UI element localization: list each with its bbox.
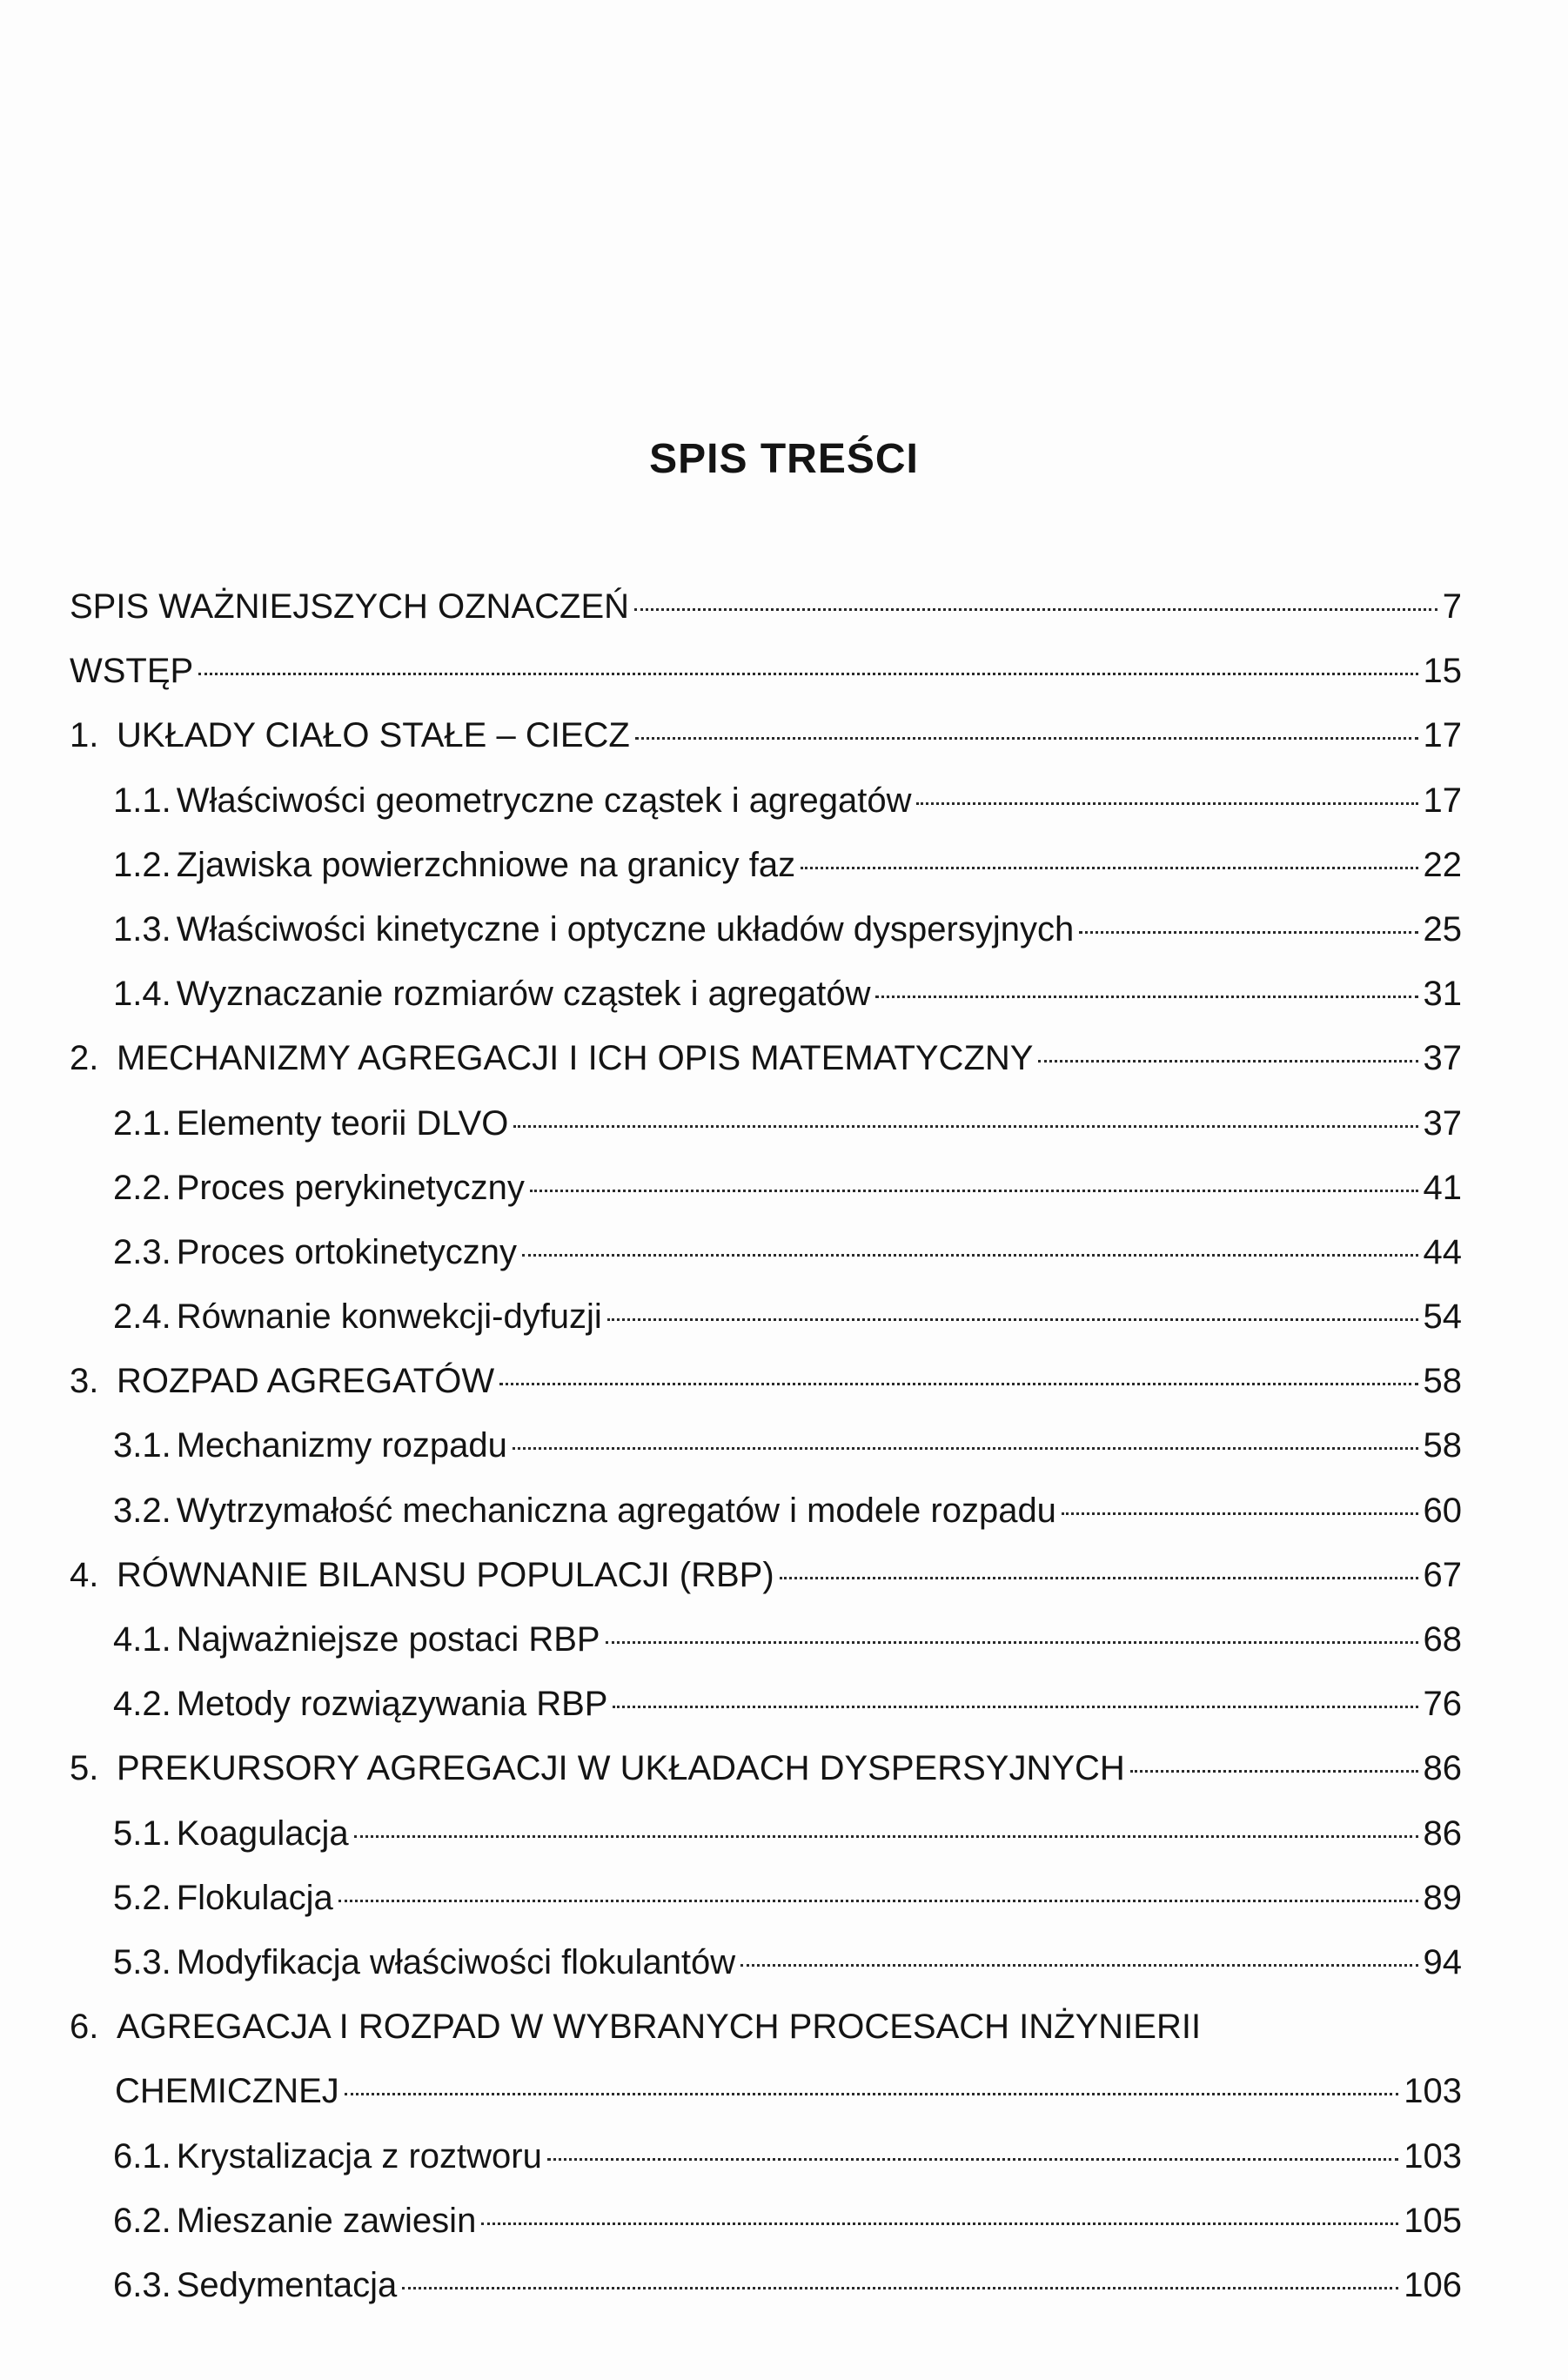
toc-entry-number: 2.2.: [113, 1168, 171, 1207]
toc-entry-page: 25: [1423, 909, 1462, 949]
toc-entry-page: 37: [1423, 1103, 1462, 1143]
toc-entry: [70, 2124, 1462, 2189]
toc-entry-title: ROZPAD AGREGATÓW: [117, 1362, 495, 1401]
dot-leader: [916, 802, 1417, 805]
dot-leader: [740, 1964, 1417, 1967]
toc-entry: [70, 1478, 1462, 1543]
toc-entry-title: Proces perykinetyczny: [176, 1168, 525, 1207]
toc-entry-title: MECHANIZMY AGREGACJI I ICH OPIS MATEMATYCZNY: [117, 1039, 1034, 1078]
dot-leader: [875, 996, 1417, 998]
toc-entry-page: 44: [1423, 1232, 1462, 1271]
toc-entry-page: 106: [1404, 2265, 1462, 2304]
toc-entry-page: 31: [1423, 975, 1462, 1014]
dot-leader: [1038, 1060, 1417, 1063]
toc-entry-number: 4.2.: [113, 1685, 171, 1724]
toc-entry: [70, 1607, 1462, 1672]
toc-entry-title: Krystalizacja z roztworu: [176, 2136, 542, 2176]
toc-entry-page: 76: [1423, 1685, 1462, 1724]
toc-entry-page: 22: [1423, 845, 1462, 884]
toc-entry-number: 2.: [70, 1039, 99, 1078]
toc-entry-number: 1.4.: [113, 975, 171, 1014]
toc-entry-page: 103: [1404, 2136, 1462, 2176]
toc-entry: [70, 833, 1462, 897]
toc-entry: [70, 1995, 1462, 2059]
toc-entry-number: 2.1.: [113, 1103, 171, 1143]
toc-entry-page: 17: [1423, 781, 1462, 820]
dot-leader: [1130, 1770, 1418, 1773]
toc-entry-page: 37: [1423, 1039, 1462, 1078]
toc-entry-title: Równanie konwekcji-dyfuzji: [176, 1297, 602, 1337]
table-of-contents: [70, 574, 1462, 2317]
toc-entry-number: 5.1.: [113, 1813, 171, 1853]
toc-entry-number: 5.2.: [113, 1878, 171, 1917]
toc-entry: [70, 639, 1462, 703]
toc-entry-title: Metody rozwiązywania RBP: [176, 1685, 608, 1724]
toc-entry-page: 15: [1423, 652, 1462, 691]
dot-leader: [513, 1125, 1417, 1128]
toc-entry-page: 103: [1404, 2072, 1462, 2111]
dot-leader: [1062, 1512, 1418, 1515]
toc-entry-page: 7: [1442, 587, 1462, 626]
page-title: SPIS TREŚCI: [649, 436, 919, 482]
dot-leader: [522, 1254, 1418, 1257]
toc-entry: [70, 768, 1462, 833]
toc-entry-page: 105: [1404, 2201, 1462, 2240]
dot-leader: [547, 2158, 1398, 2161]
toc-entry: [70, 1156, 1462, 1220]
toc-entry-title: Sedymentacja: [176, 2265, 398, 2304]
dot-leader: [635, 737, 1418, 740]
toc-entry-number: 3.2.: [113, 1491, 171, 1530]
toc-entry-number: 4.1.: [113, 1620, 171, 1659]
toc-entry-title: Wyznaczanie rozmiarów cząstek i agregatów: [176, 975, 871, 1014]
toc-entry-page: 86: [1423, 1749, 1462, 1788]
toc-entry: [70, 1736, 1462, 1800]
toc-entry: [70, 897, 1462, 962]
toc-entry-title: Mieszanie zawiesin: [176, 2201, 477, 2240]
dot-leader: [606, 1641, 1418, 1644]
dot-leader: [1079, 931, 1417, 934]
dot-leader: [345, 2093, 1398, 2095]
toc-entry-title: Elementy teorii DLVO: [176, 1103, 509, 1143]
toc-entry-number: 6.1.: [113, 2136, 171, 2176]
dot-leader: [198, 673, 1417, 675]
toc-entry-number: 1.1.: [113, 781, 171, 820]
dot-leader: [613, 1706, 1417, 1708]
toc-entry-number: 6.3.: [113, 2265, 171, 2304]
toc-entry-title: Mechanizmy rozpadu: [176, 1426, 507, 1465]
toc-entry: [70, 1220, 1462, 1284]
toc-entry: [70, 1866, 1462, 1930]
dot-leader: [513, 1447, 1418, 1450]
toc-entry-title: Najważniejsze postaci RBP: [176, 1620, 600, 1659]
toc-entry: [70, 2059, 1462, 2123]
toc-entry-title: PREKURSORY AGREGACJI W UKŁADACH DYSPERSYJNYCH: [117, 1749, 1125, 1788]
toc-entry-title: Koagulacja: [176, 1813, 349, 1853]
toc-entry: [70, 1026, 1462, 1090]
toc-entry-title: SPIS WAŻNIEJSZYCH OZNACZEŃ: [70, 587, 630, 626]
dot-leader: [354, 1835, 1418, 1838]
toc-entry-number: 1.3.: [113, 909, 171, 949]
toc-entry-page: 60: [1423, 1491, 1462, 1530]
dot-leader: [499, 1383, 1417, 1385]
toc-entry-number: 5.: [70, 1749, 99, 1788]
toc-entry-title: UKŁADY CIAŁO STAŁE – CIECZ: [117, 716, 630, 755]
dot-leader: [634, 608, 1437, 611]
toc-entry-number: 6.2.: [113, 2201, 171, 2240]
toc-entry: [70, 1672, 1462, 1736]
toc-entry: [70, 962, 1462, 1026]
toc-entry: [70, 1091, 1462, 1156]
toc-entry: [70, 703, 1462, 768]
dot-leader: [481, 2222, 1398, 2225]
toc-entry-page: 86: [1423, 1813, 1462, 1853]
toc-entry-page: 94: [1423, 1942, 1462, 1981]
toc-entry-number: 4.: [70, 1555, 99, 1594]
toc-entry-title: Proces ortokinetyczny: [176, 1232, 517, 1271]
toc-entry-page: 67: [1423, 1555, 1462, 1594]
toc-entry: [70, 2189, 1462, 2253]
toc-entry-number: 3.1.: [113, 1426, 171, 1465]
toc-entry-title: Zjawiska powierzchniowe na granicy faz: [176, 845, 796, 884]
toc-entry-number: 2.3.: [113, 1232, 171, 1271]
toc-entry-number: 1.2.: [113, 845, 171, 884]
toc-entry-page: 89: [1423, 1878, 1462, 1917]
toc-entry-number: 6.: [70, 2008, 99, 2047]
toc-entry-title: Modyfikacja właściwości flokulantów: [176, 1942, 736, 1981]
toc-entry: [70, 1801, 1462, 1866]
toc-entry-title: Wytrzymałość mechaniczna agregatów i modele rozpadu: [176, 1491, 1056, 1530]
toc-entry: [70, 1413, 1462, 1478]
dot-leader: [338, 1900, 1418, 1902]
toc-entry-title: WSTĘP: [70, 652, 194, 691]
toc-entry-title: Właściwości geometryczne cząstek i agregatów: [176, 781, 912, 820]
toc-entry-number: 5.3.: [113, 1942, 171, 1981]
toc-entry-number: 3.: [70, 1362, 99, 1401]
dot-leader: [402, 2287, 1398, 2289]
dot-leader: [607, 1318, 1418, 1321]
toc-entry-title: Flokulacja: [176, 1878, 333, 1917]
toc-entry-number: 1.: [70, 716, 99, 755]
toc-entry: [70, 1284, 1462, 1349]
dot-leader: [801, 867, 1417, 869]
toc-entry: [70, 1543, 1462, 1607]
dot-leader: [780, 1577, 1418, 1579]
toc-entry-title: AGREGACJA I ROZPAD W WYBRANYCH PROCESACH INŻYNIERII: [117, 2008, 1202, 2047]
toc-entry: [70, 1930, 1462, 1995]
toc-entry: [70, 1349, 1462, 1413]
toc-entry-page: 68: [1423, 1620, 1462, 1659]
toc-entry-title: RÓWNANIE BILANSU POPULACJI (RBP): [117, 1555, 774, 1594]
toc-entry-page: 58: [1423, 1426, 1462, 1465]
toc-entry: [70, 2253, 1462, 2317]
toc-entry-page: 58: [1423, 1362, 1462, 1401]
toc-entry-title: Właściwości kinetyczne i optyczne układów dyspersyjnych: [176, 909, 1075, 949]
toc-entry-page: 41: [1423, 1168, 1462, 1207]
toc-entry-page: 17: [1423, 716, 1462, 755]
toc-entry: [70, 574, 1462, 639]
toc-entry-number: 2.4.: [113, 1297, 171, 1337]
dot-leader: [530, 1190, 1418, 1192]
toc-entry-page: 54: [1423, 1297, 1462, 1337]
toc-entry-title: CHEMICZNEJ: [115, 2072, 339, 2111]
